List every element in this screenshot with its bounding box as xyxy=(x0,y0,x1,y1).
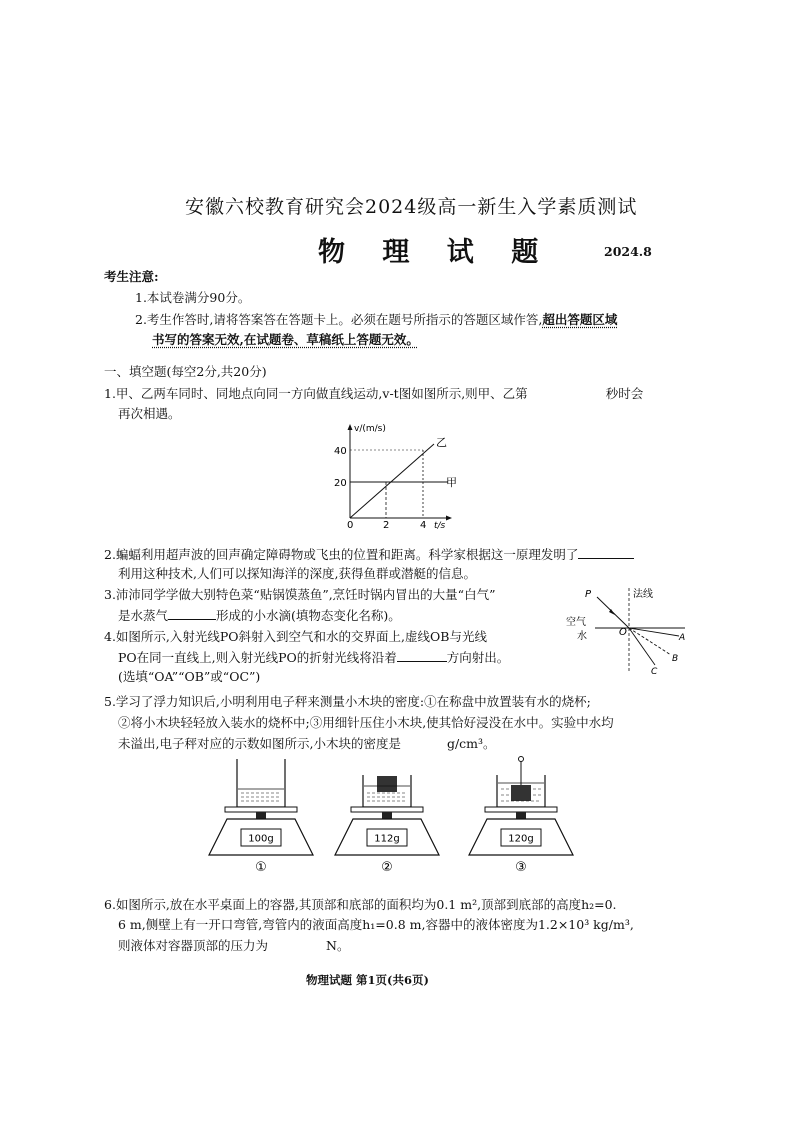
y-axis-arrow xyxy=(348,424,353,430)
notice-item-1: 1.本试卷满分90分。 xyxy=(135,290,251,305)
notice-item-2-emph: 超出答题区域 xyxy=(542,312,618,327)
label-yi: 乙 xyxy=(436,436,447,449)
label-p: P xyxy=(585,589,592,600)
y-tick-40: 40 xyxy=(334,446,347,457)
vt-graph xyxy=(330,420,460,530)
refraction-diagram xyxy=(565,583,690,678)
label-a: A xyxy=(679,633,686,643)
question-6-line3 xyxy=(118,936,349,956)
x-axis-label: t/s xyxy=(434,521,446,530)
scale-setup-1 xyxy=(209,759,313,875)
page-footer: 物理试题 第1页(共6页) xyxy=(306,973,429,987)
ray-oc xyxy=(629,628,655,665)
x-tick-4: 4 xyxy=(420,520,427,530)
question-4-line3: (选填“OA”“OB”或“OC”) xyxy=(118,669,261,684)
question-2-line1 xyxy=(104,544,634,565)
question-1-line2: 再次相遇。 xyxy=(118,406,181,421)
question-5-line3 xyxy=(118,734,496,754)
label-b: B xyxy=(672,654,679,664)
ray-oa xyxy=(629,628,679,636)
scale-label-2: ② xyxy=(381,860,393,875)
question-1-text: 1.甲、乙两车同时、同地点向同一方向做直线运动,v-t图如图所示,则甲、乙第 xyxy=(104,386,528,401)
line-yi xyxy=(350,444,434,518)
answer-blank xyxy=(578,544,634,559)
label-o: O xyxy=(619,627,627,638)
question-3-line1: 3.沛沛同学学做大别特色菜“贴锅馍蒸鱼”,烹饪时锅内冒出的大量“白气” xyxy=(104,587,496,602)
wood-block xyxy=(377,776,397,792)
question-6-unit: N。 xyxy=(326,938,350,953)
question-4-line1: 4.如图所示,入射光线PO斜射入到空气和水的交界面上,虚线OB与光线 xyxy=(104,629,487,644)
question-2-text: 2.蝙蝠利用超声波的回声确定障碍物或飞虫的位置和距离。科学家根据这一原理发明了 xyxy=(104,547,579,562)
answer-blank xyxy=(168,605,216,620)
y-axis-label: v/(m/s) xyxy=(354,424,386,434)
notice-item-2 xyxy=(135,310,617,330)
x-tick-2: 2 xyxy=(383,520,390,530)
label-air: 空气 xyxy=(566,617,586,628)
y-tick-20: 20 xyxy=(334,478,347,489)
question-3-text-end: 形成的小水滴(填物态变化名称)。 xyxy=(216,608,401,623)
question-5-line2: ②将小木块轻轻放入装水的烧杯中;③用细针压住小木块,使其恰好浸没在水中。实验中水均 xyxy=(118,715,614,730)
section-heading: 一、填空题(每空2分,共20分) xyxy=(104,364,267,379)
question-4-text-end: 方向射出。 xyxy=(446,650,510,665)
question-5-unit: g/cm³。 xyxy=(446,736,496,751)
label-normal: 法线 xyxy=(633,589,653,600)
notice-item-2-text: 2.考生作答时,请将答案答在答题卡上。必须在题号所指示的答题区域作答, xyxy=(135,312,543,327)
label-jia: 甲 xyxy=(446,476,457,489)
question-1-text-end: 秒时会 xyxy=(605,386,644,401)
exam-title: 安徽六校教育研究会2024级高一新生入学素质测试 xyxy=(185,196,638,218)
wood-block xyxy=(511,785,531,801)
question-6-line1: 6.如图所示,放在水平桌面上的容器,其顶部和底部的面积均为0.1 m²,顶部到底部的高度h₂=0. xyxy=(104,897,617,912)
scale-setup-2 xyxy=(335,775,439,875)
scale-setup-3 xyxy=(469,757,573,876)
question-5-line1: 5.学习了浮力知识后,小明利用电子秤来测量小木块的密度:①在称盘中放置装有水的烧杯; xyxy=(104,694,591,709)
label-water: 水 xyxy=(577,631,587,642)
scale-reading-1: 100g xyxy=(248,833,274,845)
scale-reading-2: 112g xyxy=(374,833,400,845)
notice-item-2-cont: 书写的答案无效,在试题卷、草稿纸上答题无效。 xyxy=(152,332,419,347)
question-3-line2 xyxy=(118,605,401,626)
answer-blank xyxy=(397,647,447,662)
question-4-text: PO在同一直线上,则入射光线PO的折射光线将沿着 xyxy=(118,650,397,665)
question-6-text: 则液体对容器顶部的压力为 xyxy=(118,938,269,953)
label-c: C xyxy=(651,667,658,677)
question-2-line2: 利用这种技术,人们可以探知海洋的深度,获得鱼群或潜艇的信息。 xyxy=(118,566,476,581)
x-axis-arrow xyxy=(446,516,452,521)
question-3-text: 是水蒸气 xyxy=(118,608,169,623)
scale-label-3: ③ xyxy=(515,860,527,875)
question-4-line2 xyxy=(118,647,509,668)
exam-date: 2024.8 xyxy=(604,244,652,259)
scales-figure xyxy=(205,755,595,877)
question-1-line1 xyxy=(104,384,643,404)
notice-heading: 考生注意: xyxy=(104,269,159,284)
scale-label-1: ① xyxy=(255,860,267,875)
scale-reading-3: 120g xyxy=(508,833,534,845)
question-6-line2: 6 m,侧壁上有一开口弯管,弯管内的液面高度h₁=0.8 m,容器中的液体密度为1.2×10³ kg/m³, xyxy=(118,917,634,932)
x-tick-0: 0 xyxy=(347,520,354,530)
ray-ob xyxy=(629,628,671,655)
question-5-text: 未溢出,电子秤对应的示数如图所示,小木块的密度是 xyxy=(118,736,401,751)
subject-title: 物 理 试 题 xyxy=(318,237,553,268)
